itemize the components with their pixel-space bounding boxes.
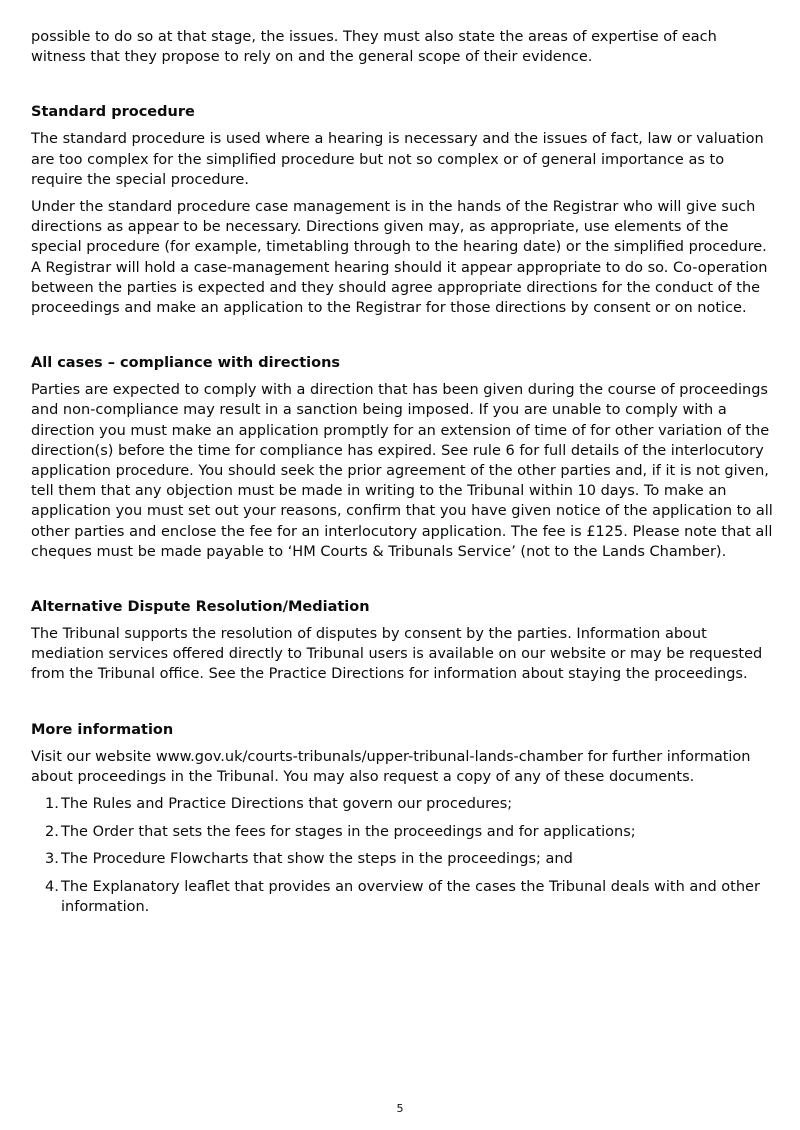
compliance-heading: All cases – compliance with directions bbox=[31, 355, 341, 372]
standard-procedure-paragraph-2: Under the standard procedure case management is in the hands of the Registrar who will give such directions as appear to be necessary. Directions given may, as appropriate, use elements of the special procedure (for example, timetabling through to the hearing date) or the simplified procedure. A Registrar will hold a case-management hearing should it appear appropriate to do so. Co-operation between the parties is expected and they should agree appropriate directions for the conduct of the proceedings and make an application to the Registrar for those directions by consent or on notice. bbox=[31, 199, 768, 317]
page-number: 5 bbox=[396, 1102, 404, 1115]
more-information-section bbox=[31, 720, 773, 918]
document-page bbox=[31, 27, 773, 925]
list-item-text: The Procedure Flowcharts that show the steps in the proceedings; and bbox=[61, 851, 573, 868]
list-item-number: 1. bbox=[45, 796, 59, 813]
compliance-section bbox=[31, 353, 773, 562]
compliance-paragraph: Parties are expected to comply with a direction that has been given during the course of proceedings and non-compliance may result in a sanction being imposed. If you are unable to comply with a direction you must make an application promptly for an extension of time of for other variation of the direction(s) before the time for compliance has expired. See rule 6 for full details of the interlocutory application procedure. You should seek the prior agreement of the other parties and, if it is not given, tell them that any objection must be made in writing to the Tribunal within 10 days. To make an application you must set out your reasons, confirm that you have given notice of the application to all other parties and enclose the fee for an interlocutory application. The fee is £125. Please note that all cheques must be made payable to ‘HM Courts & Tribunals Service’ (not to the Lands Chamber). bbox=[31, 382, 773, 560]
list-item bbox=[31, 794, 773, 814]
list-item-text: The Rules and Practice Directions that govern our procedures; bbox=[61, 796, 513, 813]
list-item bbox=[31, 877, 773, 917]
more-information-paragraph: Visit our website www.gov.uk/courts-tribunals/upper-tribunal-lands-chamber for further information about proceedings in the Tribunal. You may also request a copy of any of these documents. bbox=[31, 748, 751, 785]
list-item-text: The Order that sets the fees for stages in the proceedings and for applications; bbox=[61, 823, 636, 840]
standard-procedure-heading: Standard procedure bbox=[31, 104, 195, 121]
standard-procedure-paragraph-1: The standard procedure is used where a hearing is necessary and the issues of fact, law or valuation are too complex for the simplified procedure but not so complex or of general importance as to require the special procedure. bbox=[31, 131, 764, 188]
list-item bbox=[31, 822, 773, 842]
adr-heading: Alternative Dispute Resolution/Mediation bbox=[31, 599, 370, 616]
standard-procedure-section bbox=[31, 102, 773, 318]
list-item-number: 3. bbox=[45, 851, 59, 868]
list-item-number: 2. bbox=[45, 823, 59, 840]
list-item-text: The Explanatory leaflet that provides an overview of the cases the Tribunal deals with and other information. bbox=[61, 879, 760, 916]
intro-paragraph: possible to do so at that stage, the issues. They must also state the areas of expertise of each witness that they propose to rely on and the general scope of their evidence. bbox=[31, 29, 717, 66]
adr-section bbox=[31, 597, 773, 685]
adr-paragraph: The Tribunal supports the resolution of disputes by consent by the parties. Information about mediation services offered directly to Tribunal users is available on our website or may be requested from the Tribunal office. See the Practice Directions for information about staying the proceedings. bbox=[31, 626, 763, 683]
documents-list bbox=[31, 794, 773, 918]
list-item bbox=[31, 849, 773, 869]
list-item-number: 4. bbox=[45, 879, 59, 896]
more-information-heading: More information bbox=[31, 721, 174, 738]
